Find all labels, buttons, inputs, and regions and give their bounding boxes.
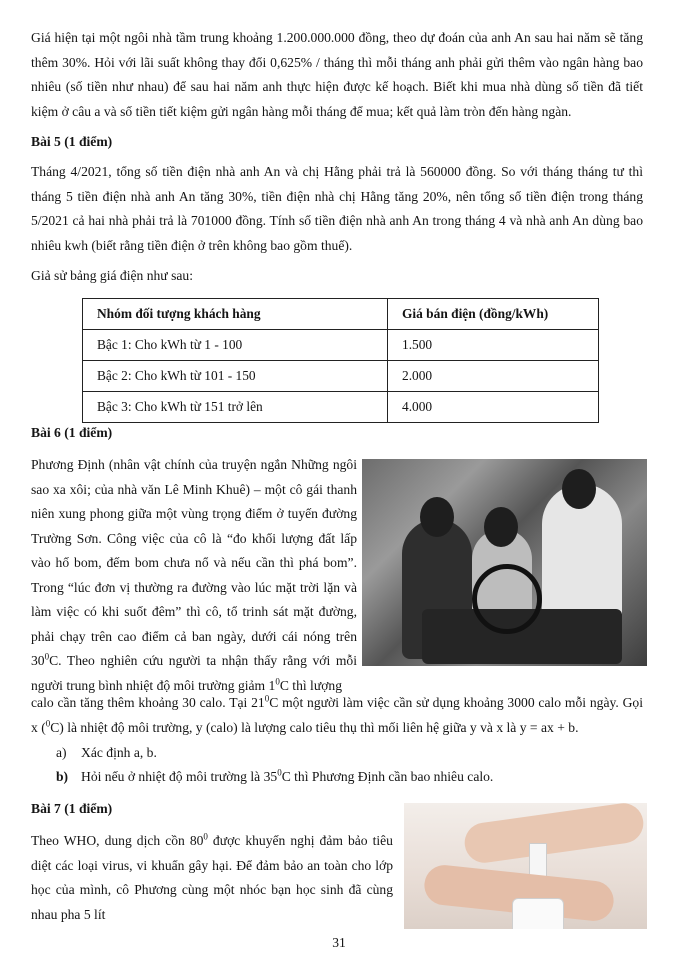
item-text: C thì Phương Định cần bao nhiêu calo. (281, 769, 494, 784)
question-item-b (56, 769, 493, 785)
bai6-text-part: Phương Định (nhân vật chính của truyện ngắn Những ngôi sao xa xôi; của nhà văn Lê Minh Khuê) – một cô gái thanh niên xung phong giữa một vùng trọng điểm ở tuyến đường Trường Sơn. Công việc của cô là “đo khối lượng đất lấp vào hố bom, đếm bom chưa nổ và nếu cần thì phá bom”. Trong “lúc đơn vị thường ra đường vào lúc mặt trời lặn và làm việc có khi suốt đêm” thì cô, tổ trinh sát mặt đường, phải chạy trên cao điểm cả ban ngày, dưới cái nóng trên 30 (31, 457, 357, 668)
bai7-paragraph (31, 829, 393, 927)
table-cell: 4.000 (388, 392, 599, 423)
bai6-text-part: calo cần tăng thêm khoảng 30 calo. Tại 21 (31, 695, 265, 710)
table-header-cell: Nhóm đối tượng khách hàng (83, 299, 388, 330)
degree-mark: 0 (264, 693, 270, 704)
bai6-text-part: C) là nhiệt độ môi trường, y (calo) là lượng calo tiêu thụ thì mối liên hệ giữa y và x là y = ax + b. (50, 719, 579, 735)
item-label: a) (56, 745, 67, 760)
table-header-cell: Giá bán điện (đồng/kWh) (388, 299, 599, 330)
vintage-photo-image (362, 459, 647, 666)
bai6-text-part: C thì lượng (279, 677, 342, 693)
bai7-text-part: được khuyến nghị đảm bảo tiêu diệt các loại virus, vi khuẩn gây hại. Để đảm bảo an toàn cho lớp học của mình, cô Phương cùng một nhóc bạn học sinh đã cùng nhau pha 5 lít (31, 833, 393, 922)
item-text: Xác định a, b. (81, 745, 157, 760)
bai7-heading: Bài 7 (1 điểm) (31, 801, 113, 816)
bai6-text-part: C một người làm việc cần sử dụng khoảng 3000 calo mỗi ngày. Gọi x ( (31, 695, 643, 735)
table-intro: Giả sử bảng giá điện như sau: (31, 268, 193, 283)
degree-mark: 0 (45, 717, 51, 728)
intro-paragraph: Giá hiện tại một ngôi nhà tầm trung khoảng 1.200.000.000 đồng, theo dự đoán của anh An sau hai năm sẽ tăng thêm 30%. Hỏi với lãi suất không thay đổi 0,625% / tháng thì mỗi tháng anh phải gửi thêm vào ngân hàng bao nhiêu (số tiền như nhau) để sau hai năm anh thực hiện được kế hoạch. Biết khi mua nhà dùng số tiền đã tiết kiệm ở câu a và số tiền tiết kiệm gửi ngân hàng mỗi tháng để mua; kết quả làm tròn đến hàng ngàn. (31, 30, 643, 119)
table-row (83, 330, 599, 361)
degree-mark: 0 (203, 831, 208, 842)
table-cell: Bậc 3: Cho kWh từ 151 trở lên (83, 392, 388, 423)
degree-mark: 0 (44, 651, 50, 662)
electricity-price-table (82, 298, 599, 423)
table-cell: 1.500 (388, 330, 599, 361)
question-item-a (56, 745, 157, 761)
bai6-heading: Bài 6 (1 điểm) (31, 425, 113, 440)
table-row (83, 361, 599, 392)
hand-sanitizer-image (404, 803, 647, 929)
bai6-text-part: C. Theo nghiên cứu người ta nhận thấy rằng với mỗi người trung bình nhiệt độ môi trường giảm 1 (31, 653, 357, 693)
table-cell: 2.000 (388, 361, 599, 392)
bai6-wrapped-paragraph (31, 453, 357, 698)
item-text: Hỏi nếu ở nhiệt độ môi trường là 35 (81, 769, 278, 784)
table-header-row (83, 299, 599, 330)
degree-mark: 0 (277, 767, 282, 778)
degree-mark: 0 (275, 675, 280, 686)
bai7-text-part: Theo WHO, dung dịch cồn 80 (31, 833, 204, 848)
bai6-full-paragraph (31, 691, 643, 740)
table-cell: Bậc 2: Cho kWh từ 101 - 150 (83, 361, 388, 392)
item-label: b) (56, 769, 69, 784)
bai5-heading: Bài 5 (1 điểm) (31, 134, 113, 149)
table-row (83, 392, 599, 423)
page-number: 31 (332, 935, 346, 950)
bai5-paragraph: Tháng 4/2021, tổng số tiền điện nhà anh An và chị Hằng phải trả là 560000 đồng. So với tháng tháng tư thì tháng 5 tiền điện nhà anh An tăng 30%, tiền điện nhà chị Hằng tăng 20%, nên tổng số tiền điện trong tháng 5/2021 cả hai nhà phải trả là 701000 đồng. Tính số tiền điện nhà anh An trong tháng 4 và nhà anh An dùng bao nhiêu kwh (biết rằng tiền điện ở trên không bao gồm thuế). (31, 164, 643, 253)
table-cell: Bậc 1: Cho kWh từ 1 - 100 (83, 330, 388, 361)
